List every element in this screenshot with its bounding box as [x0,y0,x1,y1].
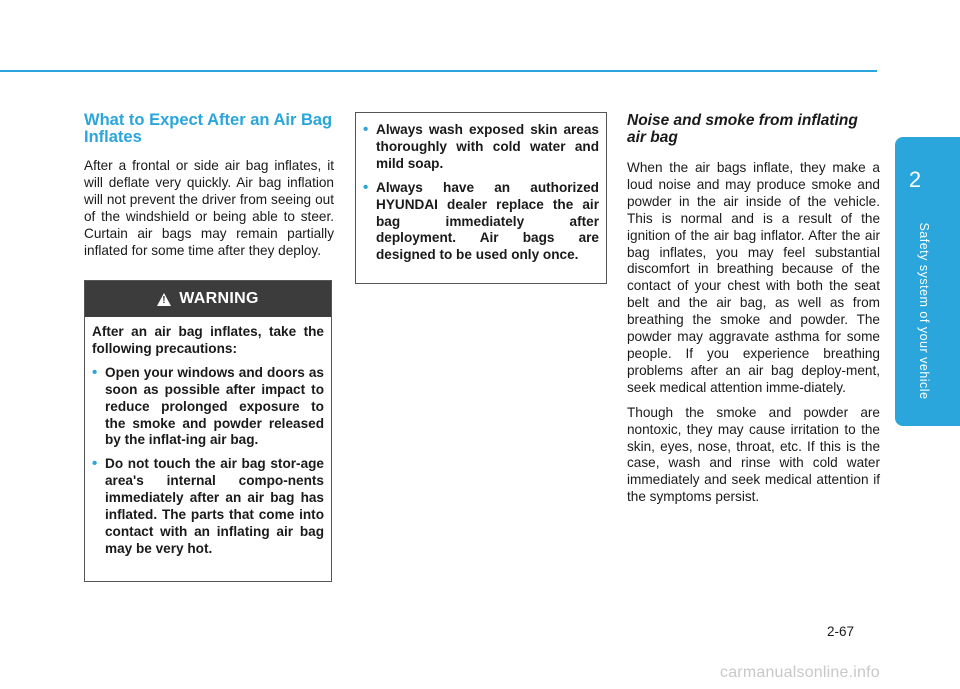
section-body: After a frontal or side air bag inflates, it will deflate very quickly. Air bag inflation will not prevent the driver from seeing out of the windshield or being able to steer. Curtain air bags may remain partially inflated for some time after they deploy. [84,158,334,258]
list-item [92,456,324,557]
chapter-label: Safety system of your vehicle [917,222,931,400]
list-item [92,365,324,450]
top-rule [0,70,877,72]
warning-body [85,317,331,558]
bullet-icon: • [363,121,369,138]
section-heading: Noise and smoke from inflating air bag [627,112,858,146]
chapter-label-wrap [914,213,934,409]
bullet-icon: • [92,455,98,473]
column-left [84,112,334,267]
bullet-icon: • [363,178,369,196]
page-number: 2-67 [827,624,855,639]
warning-triangle-icon [157,293,171,306]
warning-bullet-text: Always have an authorized HYUNDAI dealer replace the air bag immediately after deployment. Air bags are designed to be used only once. [376,179,599,263]
section-paragraph: Though the smoke and powder are nontoxic, they may cause irritation to the skin, eyes, nose, throat, etc. If this is the case, wash and rinse with cold water immediately and seek medical attention if the symptoms persist. [627,404,880,505]
warning-bullet-text: Always wash exposed skin areas thoroughly with cold water and mild soap. [376,122,599,171]
warning-bullet-text: Do not touch the air bag stor-age area's internal compo-nents immediately after an air bag has inflated. The parts that come into contact with an inflating air bag may be very hot. [105,456,324,556]
warning-label: WARNING [179,290,259,307]
watermark: carmanualsonline.info [720,664,880,681]
warning-header [85,281,331,317]
warning-box [84,280,332,582]
section-paragraph: When the air bags inflate, they make a loud noise and may produce smoke and powder in the air inside of the vehicle. This is normal and is a result of the ignition of the air bag inflator. After the air bag inflates, you may feel substantial discomfort in breathing because of the contact of your chest with both the seat belt and the air bag, as well as from breathing the smoke and powder. The powder may aggravate asthma for some people. If you experience breathing problems after an air bag deploy-ment, seek medical attention imme-diately. [627,160,880,395]
list-item [363,180,599,265]
chapter-number: 2 [908,167,922,192]
section-heading: What to Expect After an Air Bag Inflates [84,111,333,146]
chapter-tab [895,137,960,426]
warning-bullet-text: Open your windows and doors as soon as possible after impact to reduce prolonged exposure to the smoke and powder released by the inflat-ing air bag. [105,364,324,448]
bullet-icon: • [92,363,98,381]
warning-intro: After an air bag inflates, take the following precautions: [92,324,324,356]
column-right [627,112,880,514]
warning-continuation-box [355,112,607,284]
list-item [363,122,599,173]
